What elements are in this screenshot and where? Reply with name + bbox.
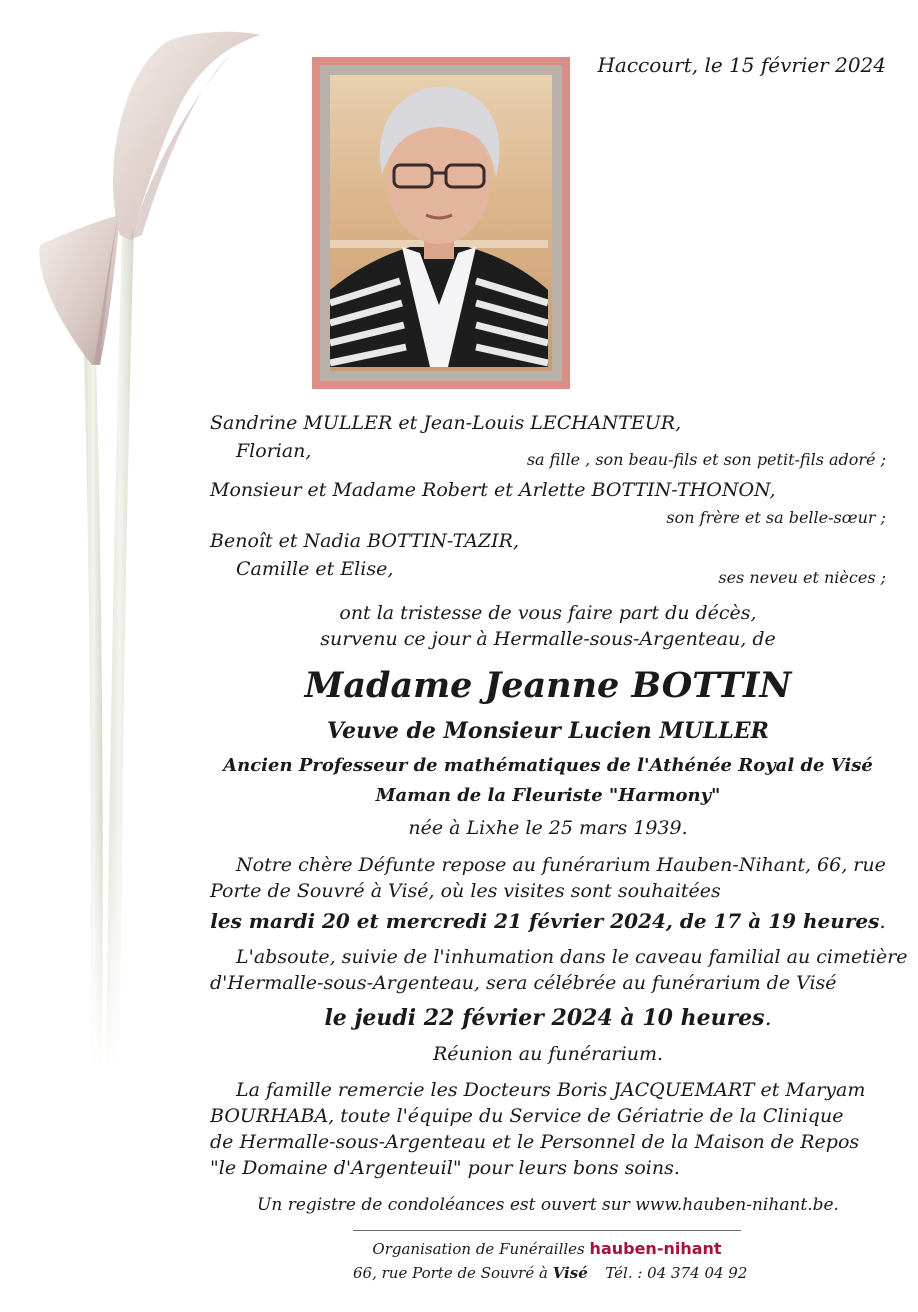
visitation-line-2: Porte de Souvré à Visé, où les visites sont souhaitées <box>210 880 721 902</box>
portrait-frame <box>312 57 570 389</box>
visitation-line-1: Notre chère Défunte repose au funérarium Hauben-Nihant, 66, rue <box>236 854 886 876</box>
brand-logo: hauben-nihant <box>589 1239 722 1258</box>
footer-divider <box>353 1230 741 1231</box>
family-names-2: Monsieur et Madame Robert et Arlette BOTTIN-THONON, <box>210 479 776 501</box>
title-professor: Ancien Professeur de mathématiques de l'Athénée Royal de Visé <box>223 755 873 776</box>
deceased-name: Madame Jeanne BOTTIN <box>304 665 792 706</box>
place-date: Haccourt, le 15 février 2024 <box>597 53 886 77</box>
thanks-line-4: "le Domaine d'Argenteuil" pour leurs bons soins. <box>210 1157 680 1179</box>
ceremony-date: le jeudi 22 février 2024 à 10 heures. <box>324 1005 772 1031</box>
family-names-3: Benoît et Nadia BOTTIN-TAZIR, <box>210 530 519 552</box>
thanks-line-3: de Hermalle-sous-Argenteau et le Personnel de la Maison de Repos <box>210 1131 860 1153</box>
ceremony-line-1: L'absoute, suivie de l'inhumation dans le caveau familial au cimetière <box>236 946 908 968</box>
family-sub-1: Florian, <box>236 440 312 462</box>
family-relation-3: ses neveu et nièces ; <box>718 568 886 587</box>
title-florist: Maman de la Fleuriste "Harmony" <box>375 785 721 806</box>
footer-address: 66, rue Porte de Souvré à Visé Tél. : 04 374 04 92 <box>353 1264 748 1282</box>
birth-info: née à Lixhe le 25 mars 1939. <box>408 817 688 839</box>
family-relation-1: sa fille , son beau-fils et son petit-fils adoré ; <box>526 450 886 469</box>
thanks-line-2: BOURHABA, toute l'équipe du Service de Gériatrie de la Clinique <box>210 1105 844 1127</box>
footer-org: Organisation de Funérailles hauben-nihant <box>372 1239 722 1258</box>
registry-note: Un registre de condoléances est ouvert sur www.hauben-nihant.be. <box>257 1195 839 1215</box>
ceremony-line-2: d'Hermalle-sous-Argenteau, sera célébrée au funérarium de Visé <box>210 972 837 994</box>
visitation-dates: les mardi 20 et mercredi 21 février 2024, de 17 à 19 heures. <box>210 909 886 933</box>
portrait-photo <box>330 75 552 371</box>
gathering: Réunion au funérarium. <box>432 1043 664 1065</box>
footer-phone: Tél. : 04 374 04 92 <box>605 1264 748 1282</box>
announcement-line-2: survenu ce jour à Hermalle-sous-Argenteau, de <box>320 628 776 650</box>
family-sub-3: Camille et Elise, <box>236 558 394 580</box>
family-names-1: Sandrine MULLER et Jean-Louis LECHANTEUR, <box>210 412 682 434</box>
family-relation-2: son frère et sa belle-sœur ; <box>666 508 886 527</box>
widow-of: Veuve de Monsieur Lucien MULLER <box>327 718 769 744</box>
announcement-line-1: ont la tristesse de vous faire part du décès, <box>339 602 757 624</box>
thanks-line-1: La famille remercie les Docteurs Boris JACQUEMART et Maryam <box>236 1079 866 1101</box>
